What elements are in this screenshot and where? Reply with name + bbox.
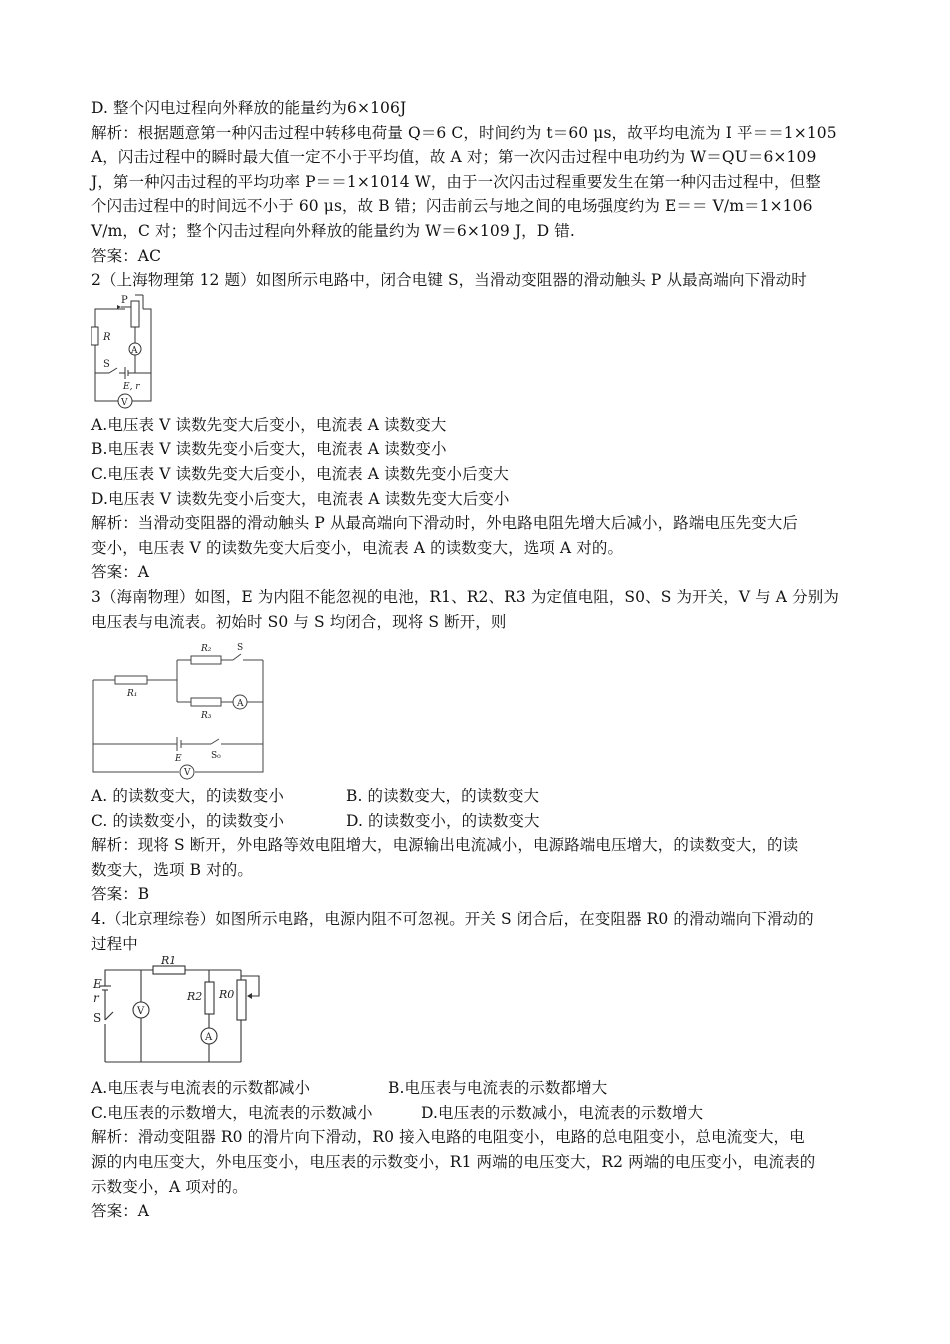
q1-analysis-line: 个闪击过程中的时间远不小于 60 μs，故 B 错；闪击前云与地之间的电场强度约为 E＝＝ V/m＝1×106	[91, 197, 813, 216]
q2-stem: 2（上海物理第 12 题）如图所示电路中，闭合电键 S，当滑动变阻器的滑动触头 P 从最高端向下滑动时	[91, 271, 807, 290]
q3-label-s0: S₀	[211, 751, 221, 762]
q3-option: B. 的读数变大，的读数变大	[346, 787, 540, 806]
q3-options-row	[91, 784, 871, 809]
q4-option: A.电压表与电流表的示数都减小	[91, 1079, 311, 1098]
q1-option-d: D. 整个闪电过程向外释放的能量约为6×106J	[91, 99, 407, 117]
q1-analysis-line: 解析：根据题意第一种闪击过程中转移电荷量 Q＝6 C，时间约为 t＝60 μs，故平均电流为 I 平＝＝1×105	[91, 123, 837, 142]
q2-label-switch: S	[103, 358, 110, 370]
q2-option: C.电压表 V 读数先变大后变小，电流表 A 读数先变小后变大	[91, 464, 509, 483]
q3-option: A. 的读数变大，的读数变小	[91, 787, 284, 806]
q4-label-r0: R0	[219, 988, 235, 1002]
q4-label-r2: R2	[187, 990, 203, 1004]
q4-label-r1: R1	[161, 956, 177, 968]
q4-label-ammeter: A	[205, 1032, 213, 1044]
q4-option: D.电压表的示数减小，电流表的示数增大	[421, 1103, 704, 1122]
q2-option: B.电压表 V 读数先变小后变大，电流表 A 读数变小	[91, 440, 447, 459]
q3-circuit-figure	[91, 634, 871, 784]
q4-analysis-line: 解析：滑动变阻器 R0 的滑片向下滑动，R0 接入电路的电阻变小，电路的总电阻变小，总电流变大，电	[91, 1128, 805, 1147]
q3-label-s: S	[237, 643, 244, 654]
q2-label-voltmeter: V	[121, 397, 128, 408]
q4-option: B.电压表与电流表的示数都增大	[388, 1079, 608, 1098]
q3-option: C. 的读数变小，的读数变小	[91, 811, 285, 830]
q4-analysis-line: 源的内电压变大，外电压变小，电压表的示数变小，R1 两端的电压变大，R2 两端的电压变小，电流表的	[91, 1153, 816, 1172]
q3-circuit-diagram	[91, 634, 281, 780]
q4-analysis-line: 示数变小，A 项对的。	[91, 1177, 248, 1196]
q2-label-r: R	[103, 331, 111, 343]
q4-label-r: r	[93, 991, 99, 1006]
q4-stem-line: 过程中	[91, 934, 138, 953]
q4-label-s: S	[93, 1011, 102, 1026]
q2-label-emf: E, r	[123, 381, 140, 392]
q3-label-ammeter: A	[237, 699, 244, 710]
q4-label-e: E	[93, 977, 102, 992]
q2-circuit-figure	[91, 293, 871, 413]
q4-answer: 答案：A	[91, 1202, 150, 1221]
q3-stem-line: 电压表与电流表。初始时 S0 与 S 均闭合，现将 S 断开，则	[91, 612, 507, 631]
q1-analysis-line: J，第一种闪击过程的平均功率 P＝＝1×1014 W，由于一次闪击过程重要发生在第一种闪击过程中，但整	[91, 172, 821, 191]
q4-circuit-diagram	[91, 956, 281, 1072]
q4-option: C.电压表的示数增大，电流表的示数减小	[91, 1103, 373, 1122]
q3-label-e: E	[175, 754, 182, 765]
q3-stem-line: 3（海南物理）如图，E 为内阻不能忽视的电池，R1、R2、R3 为定值电阻，S0、S 为开关，V 与 A 分别为	[91, 587, 839, 606]
q2-analysis-line: 变小，电压表 V 的读数先变大后变小，电流表 A 的读数变大，选项 A 对的。	[91, 538, 624, 557]
q2-option: D.电压表 V 读数先变小后变大，电流表 A 读数先变大后变小	[91, 489, 510, 508]
q3-label-voltmeter: V	[184, 768, 191, 779]
q1-analysis-line: A，闪击过程中的瞬时最大值一定不小于平均值，故 A 对；第一次闪击过程中电功约为 W＝QU＝6×109	[91, 148, 817, 167]
q3-option: D. 的读数变小，的读数变大	[346, 811, 540, 830]
q2-label-p: P	[121, 294, 128, 306]
q3-analysis-line: 解析：现将 S 断开，外电路等效电阻增大，电源输出电流减小，电源路端电压增大，的读数变大，的读	[91, 836, 799, 855]
q3-label-r2: R₂	[201, 644, 212, 655]
q3-analysis-line: 数变大，选项 B 对的。	[91, 860, 253, 879]
q4-options-row	[91, 1101, 871, 1126]
q3-options-row	[91, 809, 871, 834]
q3-answer: 答案：B	[91, 885, 150, 904]
q1-answer: 答案：AC	[91, 246, 162, 265]
q4-circuit-figure	[91, 956, 871, 1076]
q2-circuit-diagram	[91, 293, 171, 409]
q2-label-ammeter: A	[131, 345, 138, 356]
q2-answer: 答案：A	[91, 563, 150, 582]
q4-options-row	[91, 1076, 871, 1101]
q3-label-r1: R₁	[127, 689, 138, 700]
q3-label-r3: R₃	[201, 711, 212, 722]
document-page	[91, 96, 871, 1224]
q2-analysis-line: 解析：当滑动变阻器的滑动触头 P 从最高端向下滑动时，外电路电阻先增大后减小，路端电压先变大后	[91, 514, 798, 533]
q1-analysis-line: V/m，C 对；整个闪击过程向外释放的能量约为 W＝6×109 J，D 错.	[91, 221, 575, 240]
q4-stem-line: 4.（北京理综卷）如图所示电路，电源内阻不可忽视。开关 S 闭合后，在变阻器 R0 的滑动端向下滑动的	[91, 910, 814, 929]
q2-option: A.电压表 V 读数先变大后变小，电流表 A 读数变大	[91, 415, 447, 434]
q4-label-voltmeter: V	[137, 1006, 145, 1018]
